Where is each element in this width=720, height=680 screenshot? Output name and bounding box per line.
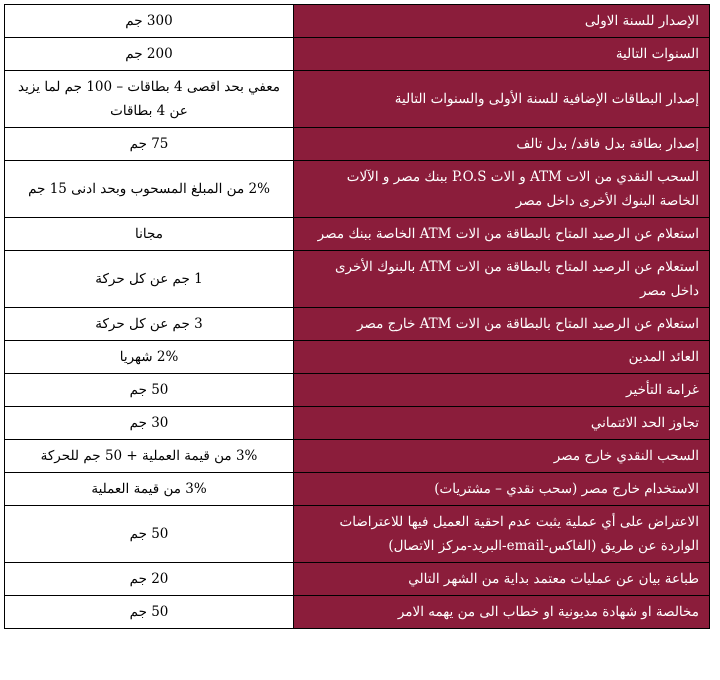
- table-row: [5, 407, 710, 440]
- table-row: [5, 563, 710, 596]
- fee-label-cell: السحب النقدي خارج مصر: [294, 440, 710, 473]
- table-row: [5, 374, 710, 407]
- fee-value-cell: 3% من قيمة العملية: [5, 473, 294, 506]
- fee-value-cell: 3% من قيمة العملية + 50 جم للحركة: [5, 440, 294, 473]
- fee-label-cell: العائد المدين: [294, 341, 710, 374]
- fee-value-cell: 50 جم: [5, 506, 294, 563]
- fees-table-body: [5, 5, 710, 629]
- fee-label-cell: الاعتراض على أي عملية يثبت عدم احقية العميل فيها للاعتراضات الواردة عن طريق (الفاكس-email-البريد-مركز الاتصال): [294, 506, 710, 563]
- table-row: [5, 251, 710, 308]
- fee-label-cell: استعلام عن الرصيد المتاح بالبطاقة من الات ATM الخاصة ببنك مصر: [294, 218, 710, 251]
- table-row: [5, 596, 710, 629]
- fee-value-cell: 50 جم: [5, 596, 294, 629]
- table-row: [5, 5, 710, 38]
- fee-label-cell: غرامة التأخير: [294, 374, 710, 407]
- fee-label-cell: إصدار البطاقات الإضافية للسنة الأولى والسنوات التالية: [294, 71, 710, 128]
- fee-label-cell: السنوات التالية: [294, 38, 710, 71]
- fee-value-cell: 1 جم عن كل حركة: [5, 251, 294, 308]
- fee-value-cell: 30 جم: [5, 407, 294, 440]
- fee-label-cell: إصدار بطاقة بدل فاقد/ بدل تالف: [294, 128, 710, 161]
- fee-value-cell: معفي بحد اقصى 4 بطاقات – 100 جم لما يزيد عن 4 بطاقات: [5, 71, 294, 128]
- fee-label-cell: السحب النقدي من الات ATM و الات P.O.S ببنك مصر و الآلات الخاصة البنوك الأخرى داخل مصر: [294, 161, 710, 218]
- fee-label-cell: طباعة بيان عن عمليات معتمد بداية من الشهر التالي: [294, 563, 710, 596]
- fee-label-cell: استعلام عن الرصيد المتاح بالبطاقة من الات ATM بالبنوك الأخرى داخل مصر: [294, 251, 710, 308]
- table-row: [5, 308, 710, 341]
- table-row: [5, 128, 710, 161]
- table-row: [5, 440, 710, 473]
- table-row: [5, 341, 710, 374]
- fee-value-cell: 20 جم: [5, 563, 294, 596]
- table-row: [5, 218, 710, 251]
- table-row: [5, 161, 710, 218]
- fee-value-cell: 3 جم عن كل حركة: [5, 308, 294, 341]
- table-row: [5, 506, 710, 563]
- fee-label-cell: استعلام عن الرصيد المتاح بالبطاقة من الات ATM خارج مصر: [294, 308, 710, 341]
- fee-value-cell: 200 جم: [5, 38, 294, 71]
- table-row: [5, 71, 710, 128]
- fee-value-cell: مجانا: [5, 218, 294, 251]
- fee-label-cell: الإصدار للسنة الاولى: [294, 5, 710, 38]
- fee-label-cell: مخالصة او شهادة مديونية او خطاب الى من يهمه الامر: [294, 596, 710, 629]
- fee-value-cell: 75 جم: [5, 128, 294, 161]
- fee-value-cell: 50 جم: [5, 374, 294, 407]
- fee-value-cell: 2% شهريا: [5, 341, 294, 374]
- fee-value-cell: 2% من المبلغ المسحوب وبحد ادنى 15 جم: [5, 161, 294, 218]
- fee-label-cell: تجاوز الحد الائتماني: [294, 407, 710, 440]
- table-row: [5, 473, 710, 506]
- fees-table-container: [4, 4, 710, 629]
- fee-value-cell: 300 جم: [5, 5, 294, 38]
- table-row: [5, 38, 710, 71]
- fee-label-cell: الاستخدام خارج مصر (سحب نقدي – مشتريات): [294, 473, 710, 506]
- fees-table: [4, 4, 710, 629]
